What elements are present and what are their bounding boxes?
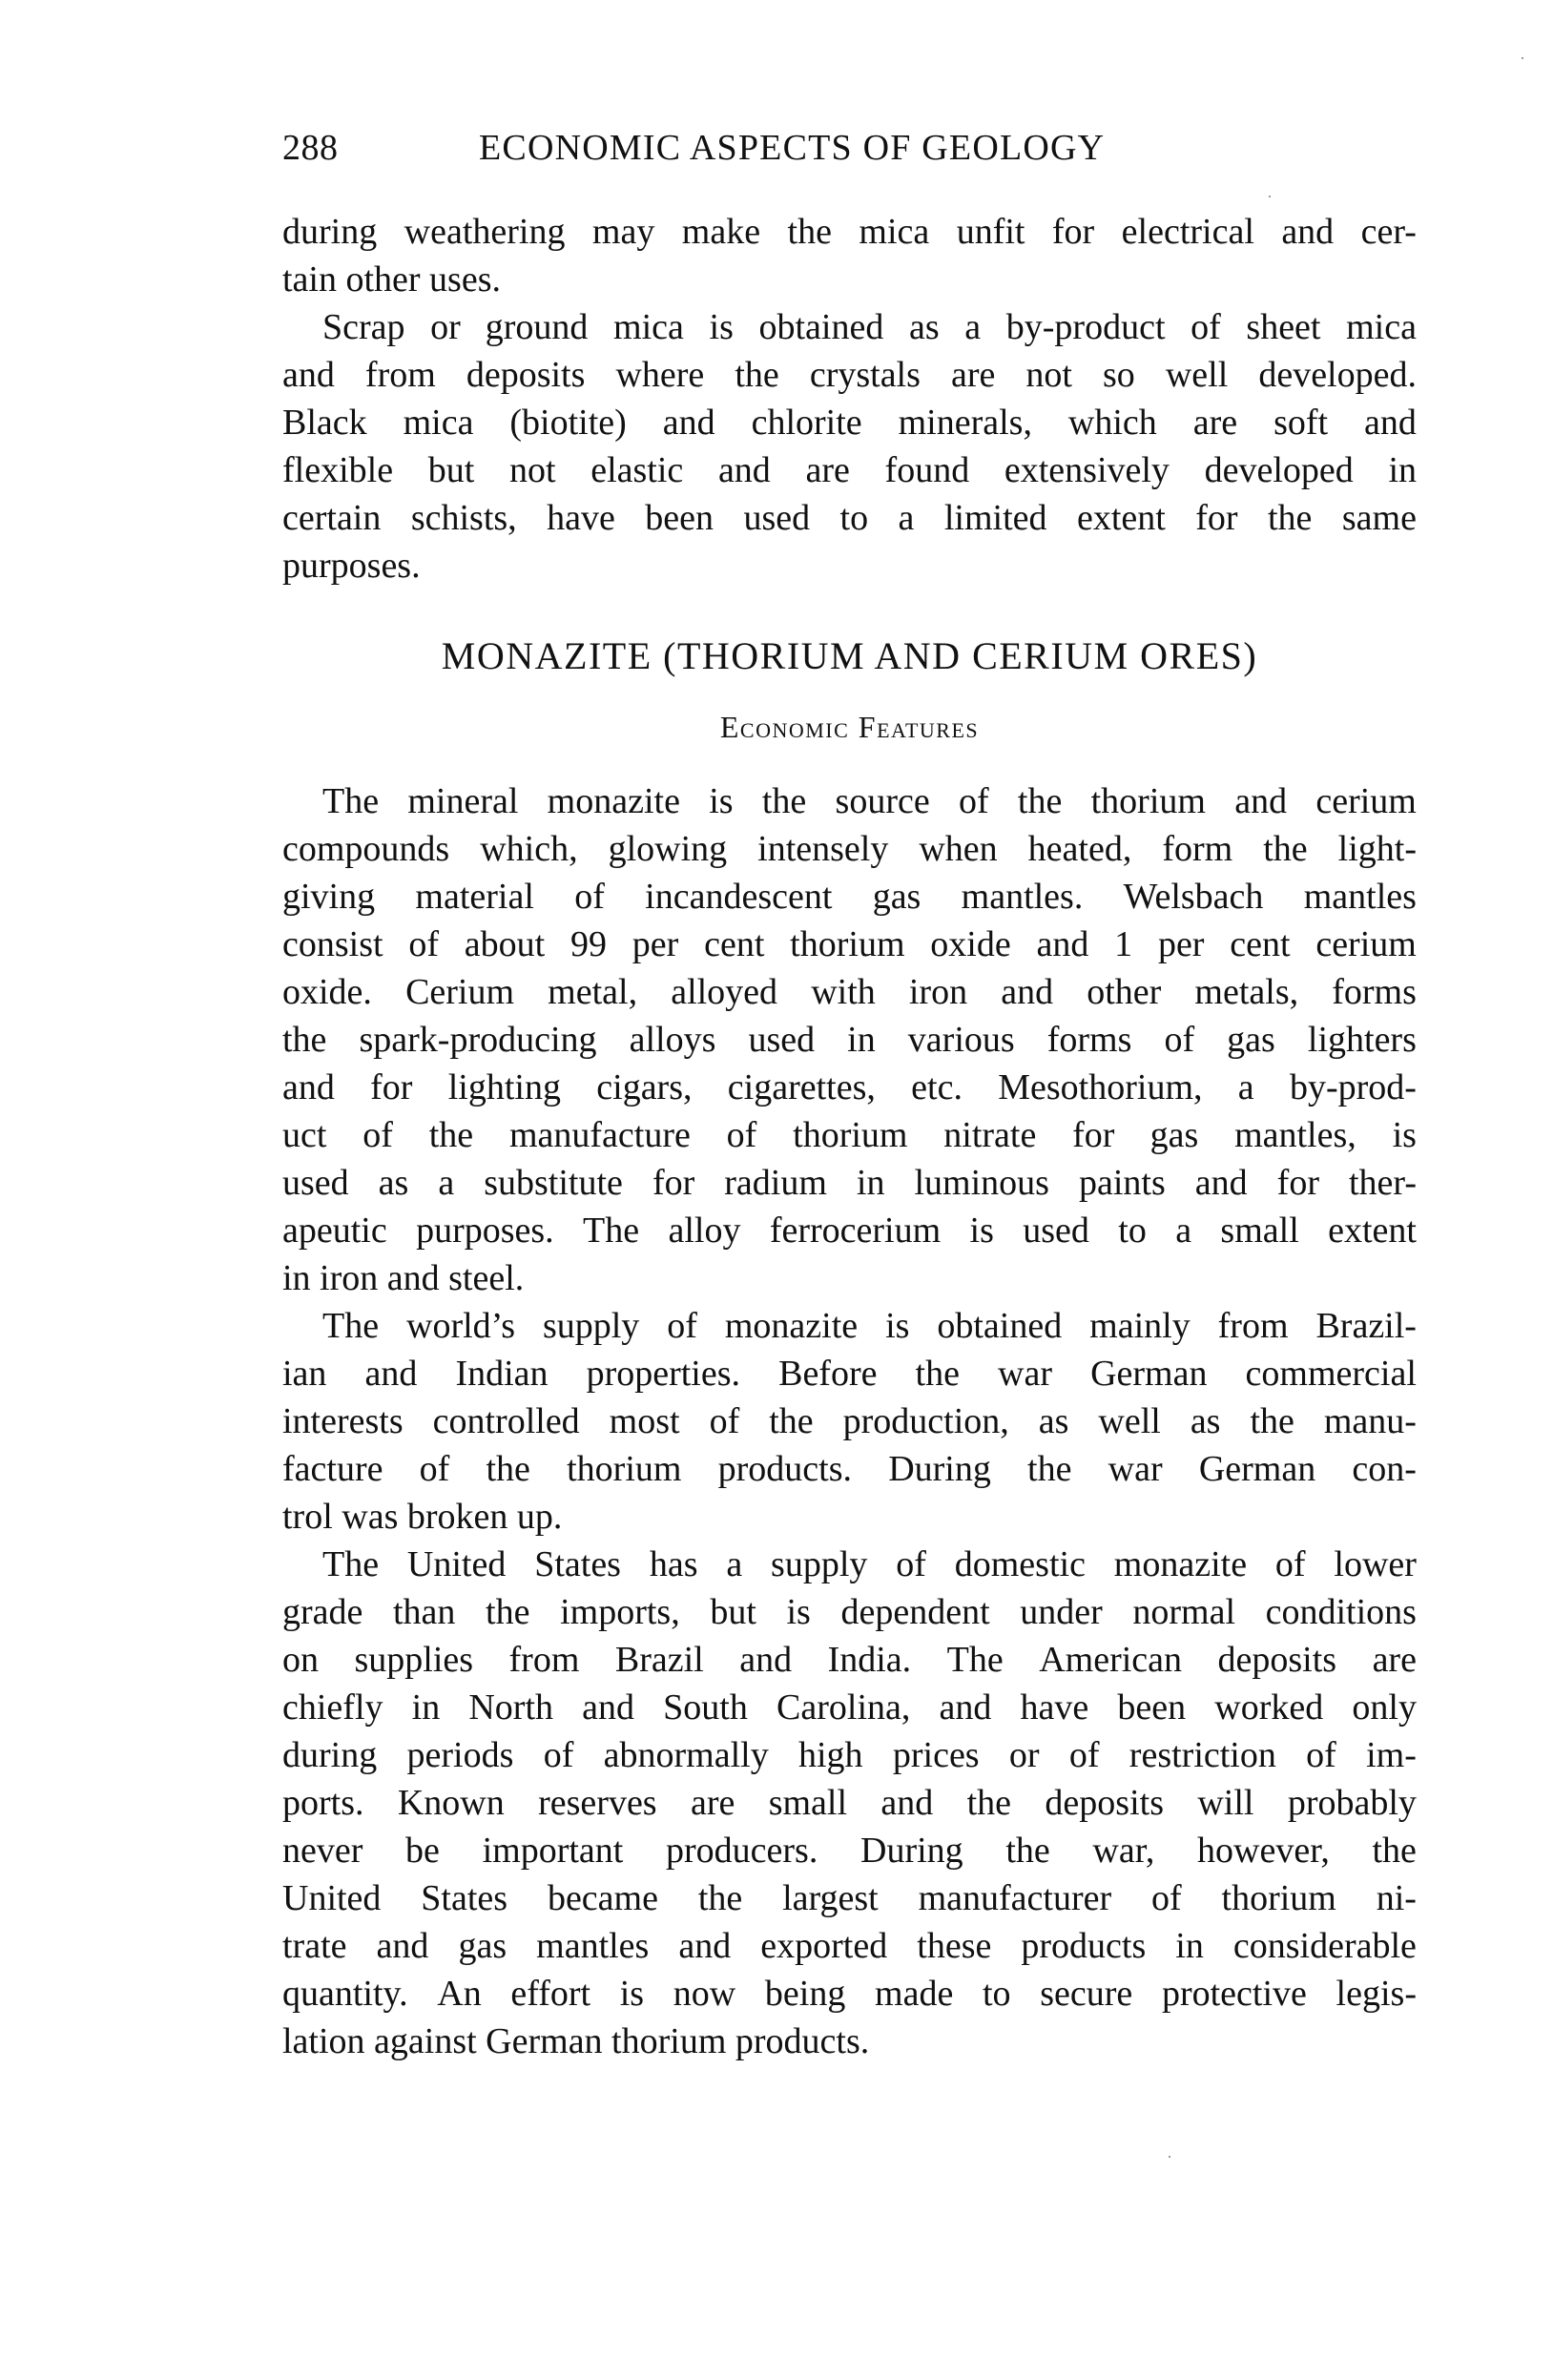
text-line: on supplies from Brazil and India. The American deposits are	[282, 1640, 1417, 1680]
text-line: tain other uses.	[282, 259, 502, 300]
page-number: 288	[282, 128, 339, 168]
text-line: uct of the manufacture of thorium nitrate for gas mantles, is	[282, 1115, 1417, 1155]
text-line: giving material of incandescent gas mantles. Welsbach mantles	[282, 877, 1417, 917]
text-line: United States became the largest manufacturer of thorium ni-	[282, 1878, 1417, 1918]
text-line: used as a substitute for radium in luminous paints and for ther-	[282, 1163, 1417, 1203]
paragraph-world-supply	[282, 1302, 1417, 1541]
text-line: apeutic purposes. The alloy ferrocerium is used to a small extent	[282, 1211, 1417, 1251]
text-line: The world’s supply of monazite is obtained mainly from Brazil-	[322, 1306, 1417, 1346]
text-line: never be important producers. During the war, however, the	[282, 1831, 1417, 1871]
text-line: facture of the thorium products. During the war German con-	[282, 1449, 1417, 1489]
paragraph-mica-continued	[282, 208, 1417, 303]
text-line: and from deposits where the crystals are not so well developed.	[282, 355, 1417, 395]
text-line: trate and gas mantles and exported these products in considerable	[282, 1926, 1417, 1966]
text-line: ports. Known reserves are small and the deposits will probably	[282, 1783, 1417, 1823]
text-line: oxide. Cerium metal, alloyed with iron and other metals, forms	[282, 972, 1417, 1012]
text-line: lation against German thorium products.	[282, 2021, 870, 2061]
text-line: during weathering may make the mica unfit for electrical and cer-	[282, 212, 1417, 252]
text-line: chiefly in North and South Carolina, and have been worked only	[282, 1687, 1417, 1728]
running-title: ECONOMIC ASPECTS OF GEOLOGY	[479, 128, 1106, 168]
text-line: Scrap or ground mica is obtained as a by-product of sheet mica	[322, 307, 1417, 347]
paragraph-united-states	[282, 1541, 1417, 2065]
text-line: and for lighting cigars, cigarettes, etc. Mesothorium, a by-prod-	[282, 1067, 1417, 1107]
text-line: compounds which, glowing intensely when heated, form the light-	[282, 829, 1417, 869]
text-line: during periods of abnormally high prices or of restriction of im-	[282, 1735, 1417, 1775]
text-line: consist of about 99 per cent thorium oxide and 1 per cent cerium	[282, 924, 1417, 964]
text-line: purposes.	[282, 546, 421, 586]
text-line: The mineral monazite is the source of the thorium and cerium	[322, 781, 1417, 821]
text-line: interests controlled most of the production, as well as the manu-	[282, 1401, 1417, 1441]
text-line: trol was broken up.	[282, 1497, 563, 1537]
text-line: quantity. An effort is now being made to secure protective legis-	[282, 1974, 1417, 2014]
scan-speck	[1169, 2156, 1170, 2158]
text-line: The United States has a supply of domestic monazite of lower	[322, 1544, 1417, 1584]
section-subheading: Economic Features	[719, 710, 980, 744]
scan-speck	[1269, 196, 1271, 197]
section-heading: MONAZITE (THORIUM AND CERIUM ORES)	[441, 634, 1258, 677]
text-line: in iron and steel.	[282, 1258, 525, 1298]
scan-speck	[1522, 57, 1523, 59]
text-line: the spark-producing alloys used in various forms of gas lighters	[282, 1020, 1417, 1060]
paragraph-monazite-uses	[282, 777, 1417, 1302]
text-line: certain schists, have been used to a limited extent for the same	[282, 498, 1417, 538]
text-line: Black mica (biotite) and chlorite minerals, which are soft and	[282, 403, 1417, 443]
text-line: ian and Indian properties. Before the war German commercial	[282, 1354, 1417, 1394]
paragraph-scrap-mica	[282, 303, 1417, 590]
text-line: flexible but not elastic and are found extensively developed in	[282, 450, 1417, 490]
text-line: grade than the imports, but is dependent under normal conditions	[282, 1592, 1417, 1632]
